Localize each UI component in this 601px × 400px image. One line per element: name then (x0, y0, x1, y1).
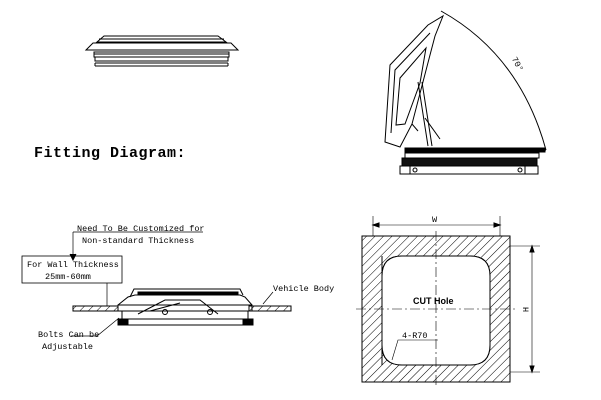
radius-label: 4-R70 (402, 331, 428, 341)
customize-note-line1: Need To Be Customized for (77, 224, 205, 234)
customize-note-line2: Non-standard Thickness (82, 236, 195, 246)
closed-vent-side-view (86, 36, 238, 66)
width-dimension-label: W (432, 215, 438, 225)
opening-angle-label: 70° (509, 55, 526, 74)
height-dimension-label: H (520, 307, 530, 313)
page-title: Fitting Diagram: (34, 145, 187, 162)
wall-thickness-line2: 25mm-60mm (45, 272, 91, 282)
vehicle-body-label: Vehicle Body (273, 284, 335, 294)
bolts-note-line2: Adjustable (42, 342, 94, 352)
bolts-note-line1: Bolts Can be (38, 330, 100, 340)
opening-angle-arc (441, 11, 546, 150)
mounted-cross-section (22, 232, 291, 336)
open-vent-side-view (385, 11, 546, 174)
wall-thickness-line1: For Wall Thickness (27, 260, 119, 270)
cut-hole-label: CUT Hole (413, 296, 454, 306)
